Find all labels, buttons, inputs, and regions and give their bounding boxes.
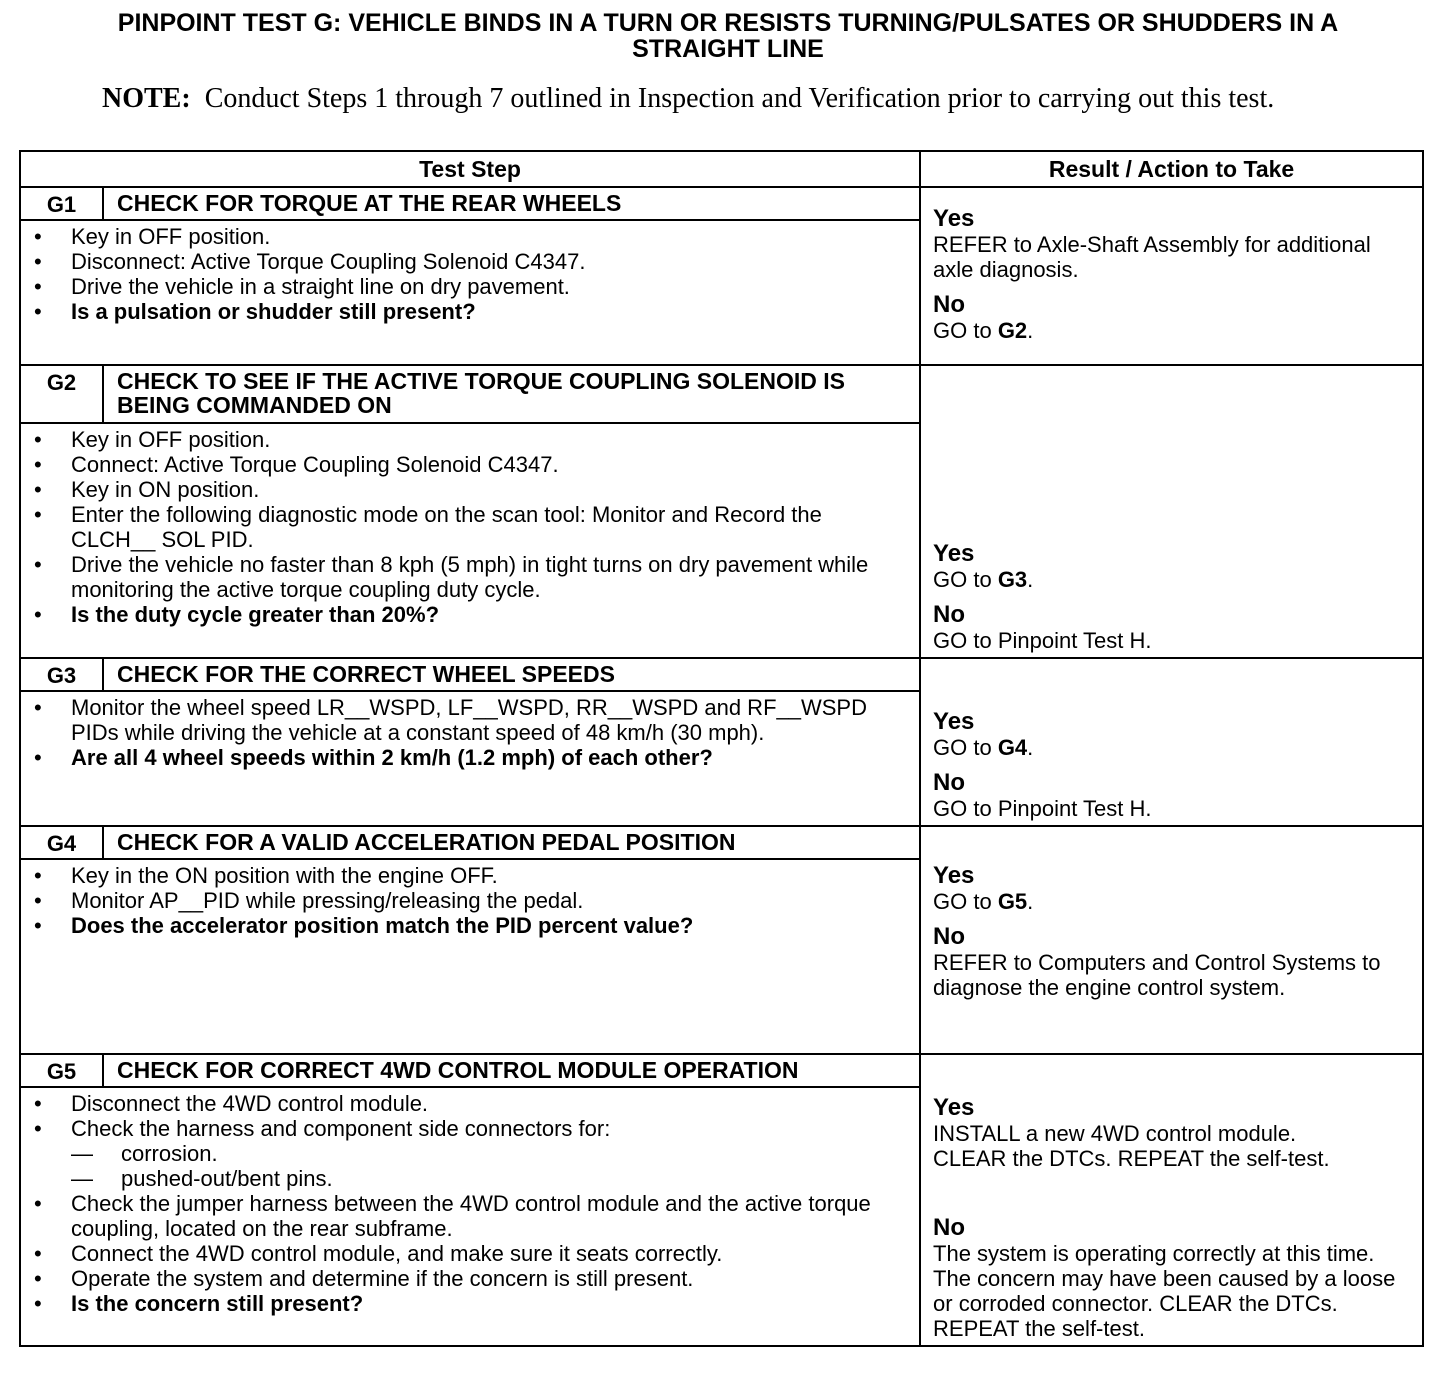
no-label: No [933,1214,966,1241]
list-item: • Enter the following diagnostic mode on the scan tool: Monitor and Record the CLCH__ SOL PID. [34,502,909,552]
yes-label: Yes [933,540,975,567]
list-item: • Operate the system and determine if the concern is still present. [34,1266,909,1291]
step-title: CHECK FOR CORRECT 4WD CONTROL MODULE OPERATION [103,1054,920,1087]
list-item: • Connect the 4WD control module, and make sure it seats correctly. [34,1241,909,1266]
title-line-2: STRAIGHT LINE [632,35,824,63]
page-title [0,10,1456,62]
step-id: G1 [20,187,103,220]
no-label: No [933,923,966,950]
list-item: • Connect: Active Torque Coupling Solenoid C4347. [34,452,909,477]
no-action: GO to Pinpoint Test H. [933,628,1152,653]
step-title: CHECK FOR A VALID ACCELERATION PEDAL POSITION [103,826,920,859]
yes-action: GO to G4. [933,735,1034,760]
yes-action-1: INSTALL a new 4WD control module. [933,1121,1297,1146]
yes-label: Yes [933,708,975,735]
step-g1-title-row [20,187,1423,220]
step-g1-result [920,187,1423,365]
question: • Is a pulsation or shudder still present? [34,299,909,324]
question: • Is the concern still present? [34,1291,909,1316]
list-item: • Monitor the wheel speed LR__WSPD, LF__WSPD, RR__WSPD and RF__WSPD PIDs while driving the vehicle at a constant speed of 48 km/h (30 mph). [34,695,909,745]
step-id: G3 [20,658,103,691]
yes-action-2: CLEAR the DTCs. REPEAT the self-test. [933,1146,1330,1171]
step-g3-title-row [20,658,1423,691]
step-g2-result [920,365,1423,658]
note [102,83,1302,114]
step-g3-result [920,658,1423,826]
no-action: GO to G2. [933,317,1034,343]
step-title: CHECK FOR TORQUE AT THE REAR WHEELS [103,187,920,220]
list-item: • Key in OFF position. [34,224,909,249]
yes-label: Yes [933,862,975,889]
list-item: • Check the jumper harness between the 4WD control module and the active torque coupling, located on the rear subframe. [34,1191,909,1241]
question: • Are all 4 wheel speeds within 2 km/h (1.2 mph) of each other? [34,745,909,770]
step-g4-result [920,826,1423,1054]
step-g1-steps [20,220,920,365]
pinpoint-test-table [19,150,1424,1347]
no-label: No [933,290,966,318]
step-id: G2 [20,365,103,423]
step-g5-result [920,1054,1423,1346]
yes-label: Yes [933,204,975,232]
yes-action: REFER to Axle-Shaft Assembly for additional axle diagnosis. [933,231,1371,282]
note-text: Conduct Steps 1 through 7 outlined in Inspection and Verification prior to carrying out this test. [204,83,1275,114]
list-item: • Key in ON position. [34,477,909,502]
list-item: • Disconnect the 4WD control module. [34,1091,909,1116]
no-action: REFER to Computers and Control Systems to diagnose the engine control system. [933,950,1381,1000]
list-item: • Key in the ON position with the engine OFF. [34,863,909,888]
question: • Is the duty cycle greater than 20%? [34,602,909,627]
table-header-row [20,151,1423,187]
step-title: CHECK TO SEE IF THE ACTIVE TORQUE COUPLING SOLENOID IS BEING COMMANDED ON [103,365,920,423]
header-result: Result / Action to Take [920,151,1423,187]
title-line-1: PINPOINT TEST G: VEHICLE BINDS IN A TURN OR RESISTS TURNING/PULSATES OR SHUDDERS IN A [117,9,1339,37]
no-action: The system is operating correctly at this time. The concern may have been caused by a loose or corroded connector. CLEAR the DTCs. REPEAT the self-test. [933,1241,1396,1341]
no-label: No [933,769,966,796]
step-id: G4 [20,826,103,859]
sub-list-item: — pushed-out/bent pins. [34,1166,909,1191]
step-reference: G5 [997,889,1028,914]
header-test-step: Test Step [20,151,920,187]
list-item: • Disconnect: Active Torque Coupling Solenoid C4347. [34,249,909,274]
no-label: No [933,601,966,628]
list-item: • Key in OFF position. [34,427,909,452]
list-item: • Check the harness and component side connectors for: [34,1116,909,1141]
question: • Does the accelerator position match the PID percent value? [34,913,909,938]
step-title: CHECK FOR THE CORRECT WHEEL SPEEDS [103,658,920,691]
yes-label: Yes [933,1094,975,1121]
list-item: • Drive the vehicle in a straight line on dry pavement. [34,274,909,299]
step-reference: G3 [997,567,1028,592]
step-g3-steps [20,691,920,826]
step-g2-title-row [20,365,1423,423]
step-g4-steps [20,859,920,1054]
step-reference: G2 [997,317,1028,343]
yes-action: GO to G3. [933,567,1034,592]
step-g2-steps [20,423,920,658]
sub-list-item: — corrosion. [34,1141,909,1166]
note-label: NOTE: [102,83,191,114]
no-action: GO to Pinpoint Test H. [933,796,1152,821]
list-item: • Drive the vehicle no faster than 8 kph (5 mph) in tight turns on dry pavement while monitoring the active torque coupling duty cycle. [34,552,909,602]
step-g5-title-row [20,1054,1423,1087]
step-reference: G4 [997,735,1028,760]
step-g5-steps [20,1087,920,1346]
step-g4-title-row [20,826,1423,859]
list-item: • Monitor AP__PID while pressing/releasing the pedal. [34,888,909,913]
step-id: G5 [20,1054,103,1087]
yes-action: GO to G5. [933,889,1034,914]
